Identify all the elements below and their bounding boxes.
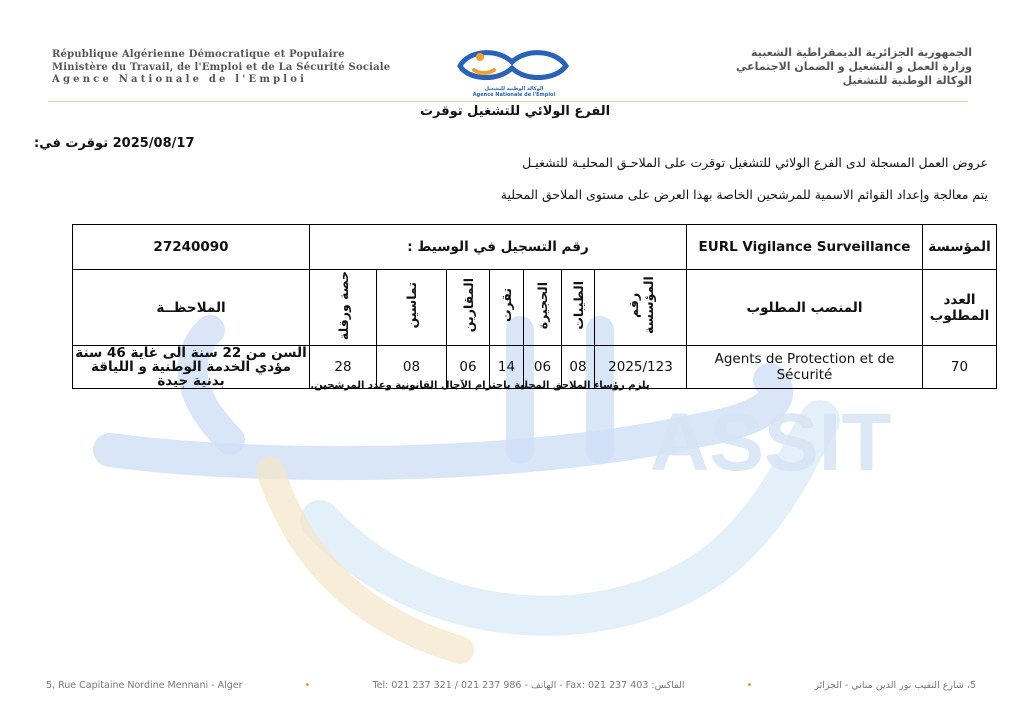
cell-hassat-ouargla: 28 xyxy=(310,346,377,389)
registration-label: رقم التسجيل في الوسيط : xyxy=(310,225,687,270)
header-divider xyxy=(48,101,968,102)
cell-institution-number: 2025/123 xyxy=(595,346,687,389)
job-offer-table xyxy=(72,224,997,389)
header-fr-line1: République Algérienne Démocratique et Populaire xyxy=(52,49,345,60)
intro-line-2: يتم معالجة وإعداد القوائم الاسمية للمرشحين الخاصة بهذا العرض على مستوى الملاحق المحلية xyxy=(500,187,988,202)
header-taibat: الطيبات xyxy=(570,281,586,330)
date-label: توقرت في: xyxy=(34,136,109,151)
cell-taibat: 08 xyxy=(562,346,595,389)
header-hajira: الحجيرة xyxy=(535,281,550,330)
header-fr-line3: Agence Nationale de l'Emploi xyxy=(52,74,308,85)
footer-separator-dot: • xyxy=(746,680,753,691)
institution-name: EURL Vigilance Surveillance xyxy=(687,225,923,270)
header-arabic xyxy=(592,46,972,88)
logo-caption-ar: الوكالة الوطنية للتشغيل xyxy=(484,86,544,92)
header-ar-line3: الوكالة الوطنية للتشغيل xyxy=(842,74,972,87)
cell-hajira: 06 xyxy=(524,346,562,389)
header-position: المنصب المطلوب xyxy=(687,270,923,346)
header-megarine: المقارين xyxy=(460,278,476,333)
date-value: 2025/08/17 xyxy=(112,136,195,151)
page-footer xyxy=(46,680,976,691)
header-temacine: تماسين xyxy=(404,282,419,329)
cell-remark: السن من 22 سنة الى غاية 46 سنة مؤدي الخدمة الوطنية و اللياقة بدنية جيدة xyxy=(73,346,310,389)
institution-label: المؤسسة xyxy=(923,225,997,270)
cell-megarine: 06 xyxy=(447,346,490,389)
cell-touggourt: 14 xyxy=(490,346,524,389)
footer-ar-address: 5، شارع النقيب نور الدين مناني - الجزائر xyxy=(814,680,976,691)
header-ar-line1: الجمهورية الجزائرية الديمقراطية الشعبية xyxy=(751,46,972,59)
footer-contacts: Tel: 021 237 321 / 021 237 986 - الهاتف - Fax: 021 237 403 :الفاكس xyxy=(372,680,685,691)
header-ar-line2: وزارة العمل و التشغيل و الضمان الاجتماعي xyxy=(736,60,972,73)
registration-number: 27240090 xyxy=(73,225,310,270)
header-remark: الملاحظــة xyxy=(73,270,310,346)
header-institution-number: رقم المؤسسة xyxy=(625,276,656,335)
header-fr-line2: Ministère du Travail, de l'Emploi et de La Sécurité Sociale xyxy=(52,61,391,73)
logo-caption-fr: Agence Nationale de l'Emploi xyxy=(472,92,556,98)
logo-caption xyxy=(452,86,576,98)
cell-temacine: 08 xyxy=(377,346,447,389)
footer-fr-address: 5, Rue Capitaine Nordine Mennani - Alger xyxy=(46,680,243,691)
header-count-required: العدد المطلوب xyxy=(923,270,997,346)
intro-line-1: عروض العمل المسجلة لدى الفرع الولائي للتشغيل توقرت على الملاحـق المحليـة للتشغيـل xyxy=(522,155,988,170)
header-touggourt: تقرت xyxy=(499,288,514,323)
header-hassat-ouargla: حصة ورقلة xyxy=(335,270,351,341)
cell-position: Agents de Protection et de Sécurité xyxy=(687,346,923,389)
branch-title: الفرع الولائي للتشغيل توقرت xyxy=(419,104,611,119)
footer-separator-dot: • xyxy=(304,680,311,691)
footer-note: يلزم رؤساء الملاحق المحلية باحترام الآجال القانونية وعدد المرشحين. xyxy=(310,380,650,391)
watermark-text: ASSIT xyxy=(650,397,892,488)
header-french xyxy=(52,49,432,87)
date-line xyxy=(34,136,194,151)
cell-count-required: 70 xyxy=(923,346,997,389)
